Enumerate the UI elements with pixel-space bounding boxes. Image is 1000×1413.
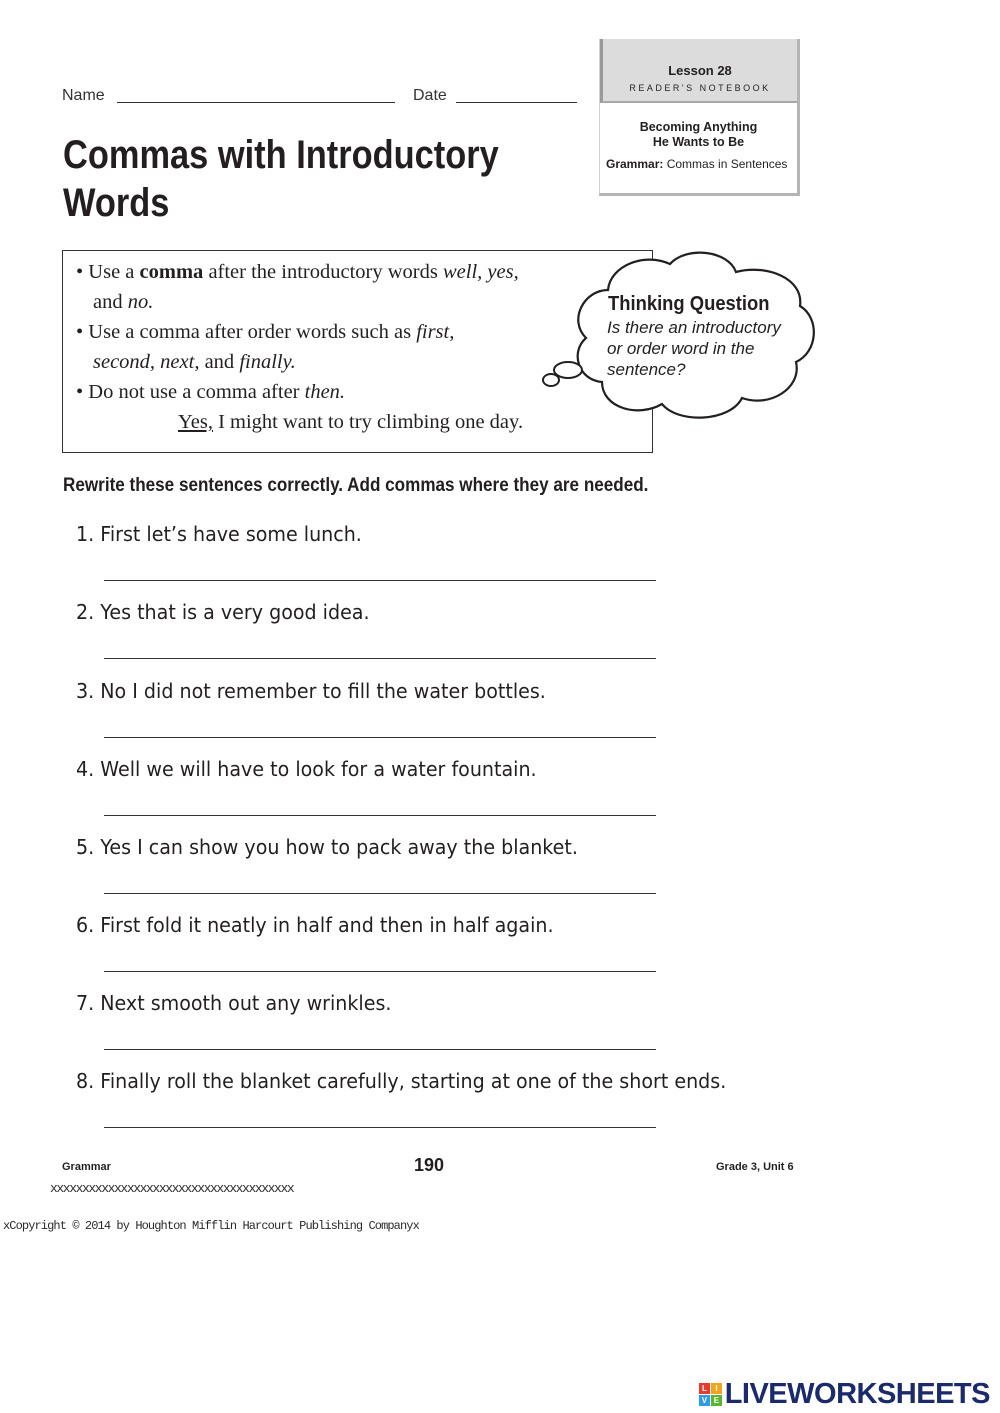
rule-1-keyword: comma xyxy=(139,261,204,283)
liveworksheets-logo-icon: L I V E xyxy=(699,1383,722,1406)
sentence-1: 1. First let’s have some lunch. xyxy=(76,522,362,546)
thinking-question-line1: Is there an introductory xyxy=(607,318,781,337)
rule-1-cont xyxy=(93,287,153,317)
lesson-info-box xyxy=(599,39,800,196)
date-label: Date xyxy=(413,87,447,104)
thinking-question-line3: sentence? xyxy=(607,360,686,379)
rule-2-word-first: first, xyxy=(416,321,455,343)
rule-3-word-then: then. xyxy=(304,381,346,403)
page-number: 190 xyxy=(414,1155,445,1175)
grammar-label: Grammar: xyxy=(606,157,664,171)
page-title-line1: Commas with Introductory xyxy=(63,133,499,177)
rule-3-text: • Do not use a comma after xyxy=(76,381,305,403)
footer-subject: Grammar xyxy=(62,1161,111,1173)
answer-line-4[interactable] xyxy=(104,815,656,816)
rule-3 xyxy=(76,377,345,407)
grammar-topic-text: Commas in Sentences xyxy=(666,157,788,171)
footer-grade: Grade 3, Unit 6 xyxy=(716,1161,794,1173)
grammar-topic xyxy=(606,157,787,171)
answer-line-3[interactable] xyxy=(104,737,656,738)
redacted-text-1: xxxxxxxxxxxxxxxxxxxxxxxxxxxxxxxxxxxxxx xyxy=(50,1181,294,1196)
sentence-4: 4. Well we will have to look for a water fountain. xyxy=(76,757,537,781)
rule-1-text-a: • Use a xyxy=(76,261,140,283)
answer-line-6[interactable] xyxy=(104,971,656,972)
sentence-8: 8. Finally roll the blanket carefully, starting at one of the short ends. xyxy=(76,1069,727,1093)
name-field[interactable] xyxy=(117,102,395,103)
thinking-question-title: Thinking Question xyxy=(608,293,770,315)
rule-1 xyxy=(76,257,519,287)
sentence-2: 2. Yes that is a very good idea. xyxy=(76,600,370,624)
rule-2-words: second, next, xyxy=(93,351,200,373)
story-title-line1: Becoming Anything xyxy=(639,120,758,134)
story-title xyxy=(600,120,797,150)
sentence-5: 5. Yes I can show you how to pack away the blanket. xyxy=(76,835,578,859)
rule-2-text-and: and xyxy=(199,351,240,373)
rule-example xyxy=(178,407,523,437)
name-label: Name xyxy=(62,87,105,104)
example-intro-word: Yes, xyxy=(178,411,213,433)
instructions: Rewrite these sentences correctly. Add commas where they are needed. xyxy=(63,475,649,496)
story-title-line2: He Wants to Be xyxy=(652,135,745,149)
redacted-copyright: xCopyright © 2014 by Houghton Mifflin Harcourt Publishing Companyx xyxy=(3,1219,419,1233)
rule-1-word-no: no. xyxy=(127,291,154,313)
rule-2-text-a: • Use a comma after order words such as xyxy=(76,321,417,343)
rule-1-text-e: and xyxy=(93,291,128,313)
rule-1-words: well, yes, xyxy=(442,261,519,283)
date-field[interactable] xyxy=(456,102,577,103)
rule-1-text-c: after the introductory words xyxy=(203,261,443,283)
sentence-3: 3. No I did not remember to fill the water bottles. xyxy=(76,679,546,703)
rule-2-word-finally: finally. xyxy=(239,351,296,373)
readers-notebook-label: READER'S NOTEBOOK xyxy=(629,83,771,93)
thinking-question-line2: or order word in the xyxy=(607,339,755,358)
answer-line-8[interactable] xyxy=(104,1127,656,1128)
sentence-6: 6. First fold it neatly in half and then in half again. xyxy=(76,913,554,937)
answer-line-7[interactable] xyxy=(104,1049,656,1050)
answer-line-1[interactable] xyxy=(104,580,656,581)
watermark-text: LIVEWORKSHEETS xyxy=(724,1378,990,1410)
rule-2 xyxy=(76,317,454,347)
liveworksheets-watermark xyxy=(699,1378,990,1411)
answer-line-5[interactable] xyxy=(104,893,656,894)
rule-2-cont xyxy=(93,347,296,377)
thinking-question-text xyxy=(607,317,817,380)
example-sentence: I might want to try climbing one day. xyxy=(212,411,524,433)
lesson-number: Lesson 28 xyxy=(668,63,732,78)
page-title-line2: Words xyxy=(63,181,170,225)
sentence-7: 7. Next smooth out any wrinkles. xyxy=(76,991,392,1015)
lesson-header xyxy=(600,39,797,103)
answer-line-2[interactable] xyxy=(104,658,656,659)
